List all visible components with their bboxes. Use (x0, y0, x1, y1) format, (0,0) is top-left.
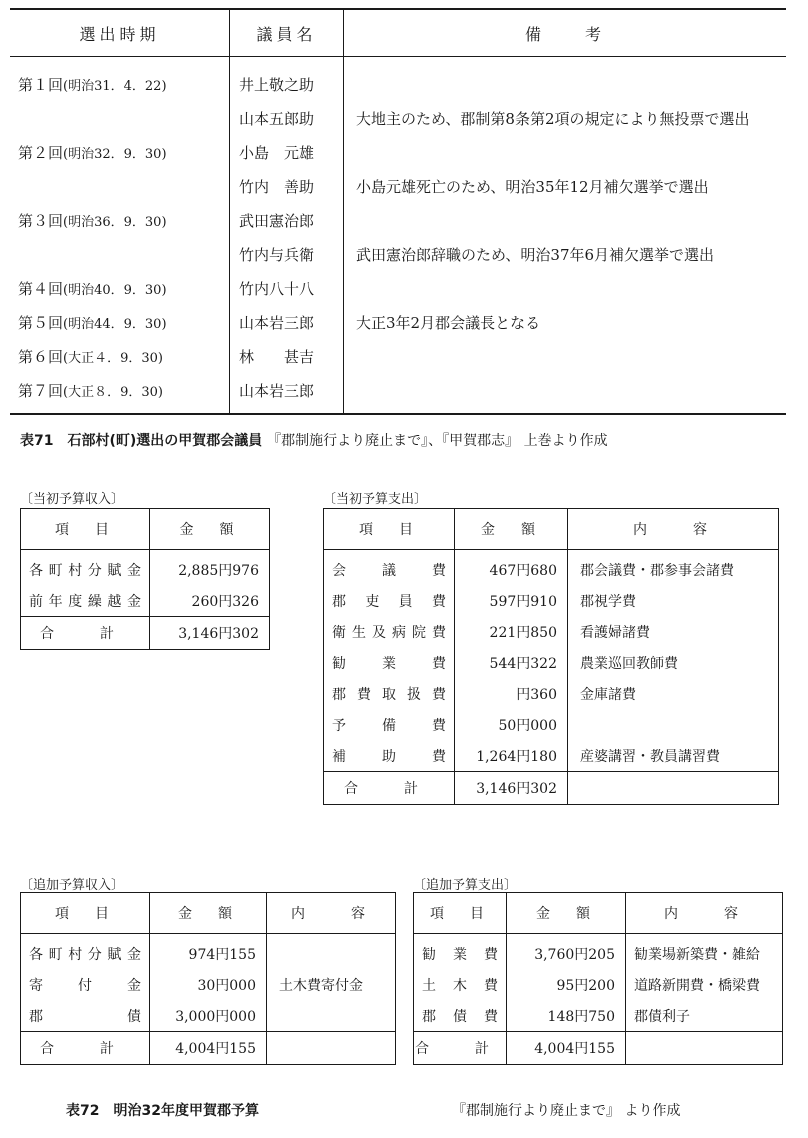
member-name: 武田憲治郎 (230, 203, 344, 237)
item-cell: 各町村分賦金 (21, 934, 150, 970)
table71-caption-title: 表71 石部村(町)選出の甲賀郡会議員 (20, 433, 263, 449)
item-cell: 予備費 (324, 709, 455, 740)
member-name: 竹内与兵衛 (230, 237, 344, 271)
header-row (414, 893, 783, 934)
note-cell: 金庫諸費 (568, 678, 779, 709)
amount-cell: 3,760円205 (507, 934, 626, 970)
total-row (414, 1032, 783, 1065)
member-note: 小島元雄死亡のため、明治35年12月補欠選挙で選出 (356, 177, 709, 196)
period-cell (10, 169, 230, 203)
header-item: 項 目 (414, 893, 507, 934)
table-row (414, 934, 783, 970)
note-cell: 勧業場新築費・雑給 (626, 934, 783, 970)
amount-cell: 30円000 (150, 969, 267, 1000)
additional-expense-table (413, 892, 783, 1065)
member-note (344, 57, 787, 102)
note-cell (267, 934, 396, 970)
note-cell: 郡視学費 (568, 585, 779, 616)
total-label: 合 計 (21, 617, 150, 650)
additional-income-label: 〔追加予算収入〕 (20, 878, 125, 893)
member-note: 大地主のため、郡制第8条第2項の規定により無投票で選出 (356, 109, 750, 128)
item-cell: 寄付金 (21, 969, 150, 1000)
amount-cell: 544円322 (455, 647, 568, 678)
initial-income-table (20, 508, 270, 650)
members-table (10, 8, 786, 415)
member-name: 小島 元雄 (230, 135, 344, 169)
period-cell: 第４回(明治40．9．30) (18, 279, 167, 298)
item-cell: 郡債 (21, 1000, 150, 1032)
initial-expense-table (323, 508, 779, 805)
amount-cell: 260円326 (150, 585, 270, 617)
header-row (21, 893, 396, 934)
table-row (21, 1000, 396, 1032)
amount-cell: 148円750 (507, 1000, 626, 1032)
header-row (324, 509, 779, 550)
period-cell (10, 237, 230, 271)
item-cell: 会議費 (324, 550, 455, 586)
total-row (324, 772, 779, 805)
item-cell: 衛生及病院費 (324, 616, 455, 647)
member-name: 山本岩三郎 (230, 305, 344, 339)
item-cell: 土木費 (414, 969, 507, 1000)
member-name: 林 甚吉 (230, 339, 344, 373)
note-cell: 農業巡回教師費 (568, 647, 779, 678)
member-note (344, 203, 787, 237)
amount-cell: 221円850 (455, 616, 568, 647)
total-row (21, 1032, 396, 1065)
total-label: 合 計 (324, 772, 455, 805)
header-item: 項 目 (21, 509, 150, 550)
header-note: 内 容 (267, 893, 396, 934)
member-note (344, 135, 787, 169)
amount-cell: 467円680 (455, 550, 568, 586)
item-cell: 各町村分賦金 (21, 550, 150, 586)
total-row (21, 617, 270, 650)
period-cell: 第１回(明治31．4．22) (18, 75, 167, 94)
period-cell: 第３回(明治36．9．30) (18, 211, 167, 230)
amount-cell: 597円910 (455, 585, 568, 616)
table-row (324, 585, 779, 616)
table-row (324, 616, 779, 647)
total-note (626, 1032, 783, 1065)
total-label: 合 計 (21, 1032, 150, 1065)
total-amount: 4,004円155 (507, 1032, 626, 1065)
item-cell: 前年度繰越金 (21, 585, 150, 617)
amount-cell: 974円155 (150, 934, 267, 970)
total-amount: 3,146円302 (150, 617, 270, 650)
amount-cell: 95円200 (507, 969, 626, 1000)
table71-caption (20, 430, 608, 450)
table-row (414, 1000, 783, 1032)
item-cell: 郡債費 (414, 1000, 507, 1032)
amount-cell: 50円000 (455, 709, 568, 740)
table-row (10, 271, 786, 305)
member-name: 竹内 善助 (230, 169, 344, 203)
header-item: 項 目 (324, 509, 455, 550)
table-row (324, 647, 779, 678)
header-note: 内 容 (626, 893, 783, 934)
table-row (10, 305, 786, 339)
initial-income-label: 〔当初予算収入〕 (20, 492, 125, 507)
table-row (324, 678, 779, 709)
item-cell: 補助費 (324, 740, 455, 772)
table-row (414, 969, 783, 1000)
table-row (21, 585, 270, 617)
header-note: 内 容 (568, 509, 779, 550)
table-row (10, 203, 786, 237)
amount-cell: 円360 (455, 678, 568, 709)
table-row (21, 969, 396, 1000)
table-row (10, 237, 786, 271)
note-cell: 看護婦諸費 (568, 616, 779, 647)
members-header-row (10, 9, 786, 57)
note-cell: 郡債利子 (626, 1000, 783, 1032)
item-cell: 郡吏員費 (324, 585, 455, 616)
table-row (324, 709, 779, 740)
total-note (267, 1032, 396, 1065)
header-note: 備 考 (344, 9, 787, 57)
period-cell: 第５回(明治44．9．30) (18, 313, 167, 332)
item-cell: 郡費取扱費 (324, 678, 455, 709)
table-row (10, 373, 786, 414)
note-cell: 土木費寄付金 (267, 969, 396, 1000)
table-row (10, 101, 786, 135)
table-row (10, 57, 786, 102)
additional-income-table (20, 892, 396, 1065)
member-note (344, 271, 787, 305)
note-cell (568, 709, 779, 740)
header-period: 選出時期 (10, 9, 230, 57)
amount-cell: 1,264円180 (455, 740, 568, 772)
member-note (344, 339, 787, 373)
note-cell (267, 1000, 396, 1032)
header-amount: 金 額 (507, 893, 626, 934)
table-row (10, 339, 786, 373)
table-row (324, 550, 779, 586)
item-cell: 勧業費 (324, 647, 455, 678)
item-cell: 勧業費 (414, 934, 507, 970)
member-name: 山本岩三郎 (230, 373, 344, 414)
period-cell: 第７回(大正８．9．30) (18, 381, 163, 400)
table-row (10, 169, 786, 203)
header-amount: 金 額 (150, 509, 270, 550)
member-name: 山本五郎助 (230, 101, 344, 135)
header-amount: 金 額 (150, 893, 267, 934)
table71-source: 『郡制施行より廃止まで』、『甲賀郡志』 上巻より作成 (267, 433, 608, 449)
period-cell: 第２回(明治32．9．30) (18, 143, 167, 162)
period-cell (10, 101, 230, 135)
member-name: 井上敬之助 (230, 57, 344, 102)
initial-expense-label: 〔当初予算支出〕 (323, 492, 428, 507)
note-cell: 郡会議費・郡参事会諸費 (568, 550, 779, 586)
member-note: 武田憲治郎辞職のため、明治37年6月補欠選挙で選出 (356, 245, 715, 264)
total-amount: 4,004円155 (150, 1032, 267, 1065)
header-row (21, 509, 270, 550)
total-label: 合 計 (414, 1032, 507, 1065)
table-row (21, 550, 270, 586)
table72-source: 『郡制施行より廃止まで』 より作成 (452, 1103, 681, 1119)
table-row (10, 135, 786, 169)
member-name: 竹内八十八 (230, 271, 344, 305)
note-cell: 道路新開費・橋梁費 (626, 969, 783, 1000)
table72-caption: 表72 明治32年度甲賀郡予算 (66, 1103, 259, 1119)
note-cell: 産婆講習・教員講習費 (568, 740, 779, 772)
table72-source-wrap (452, 1100, 680, 1120)
header-amount: 金 額 (455, 509, 568, 550)
total-amount: 3,146円302 (455, 772, 568, 805)
period-cell: 第６回(大正４．9．30) (18, 347, 163, 366)
table-row (21, 934, 396, 970)
header-item: 項 目 (21, 893, 150, 934)
amount-cell: 3,000円000 (150, 1000, 267, 1032)
additional-expense-label: 〔追加予算支出〕 (413, 878, 518, 893)
amount-cell: 2,885円976 (150, 550, 270, 586)
table-row (324, 740, 779, 772)
member-note (344, 373, 787, 414)
member-note: 大正3年2月郡会議長となる (356, 313, 541, 332)
header-name: 議員名 (230, 9, 344, 57)
total-note (568, 772, 779, 805)
